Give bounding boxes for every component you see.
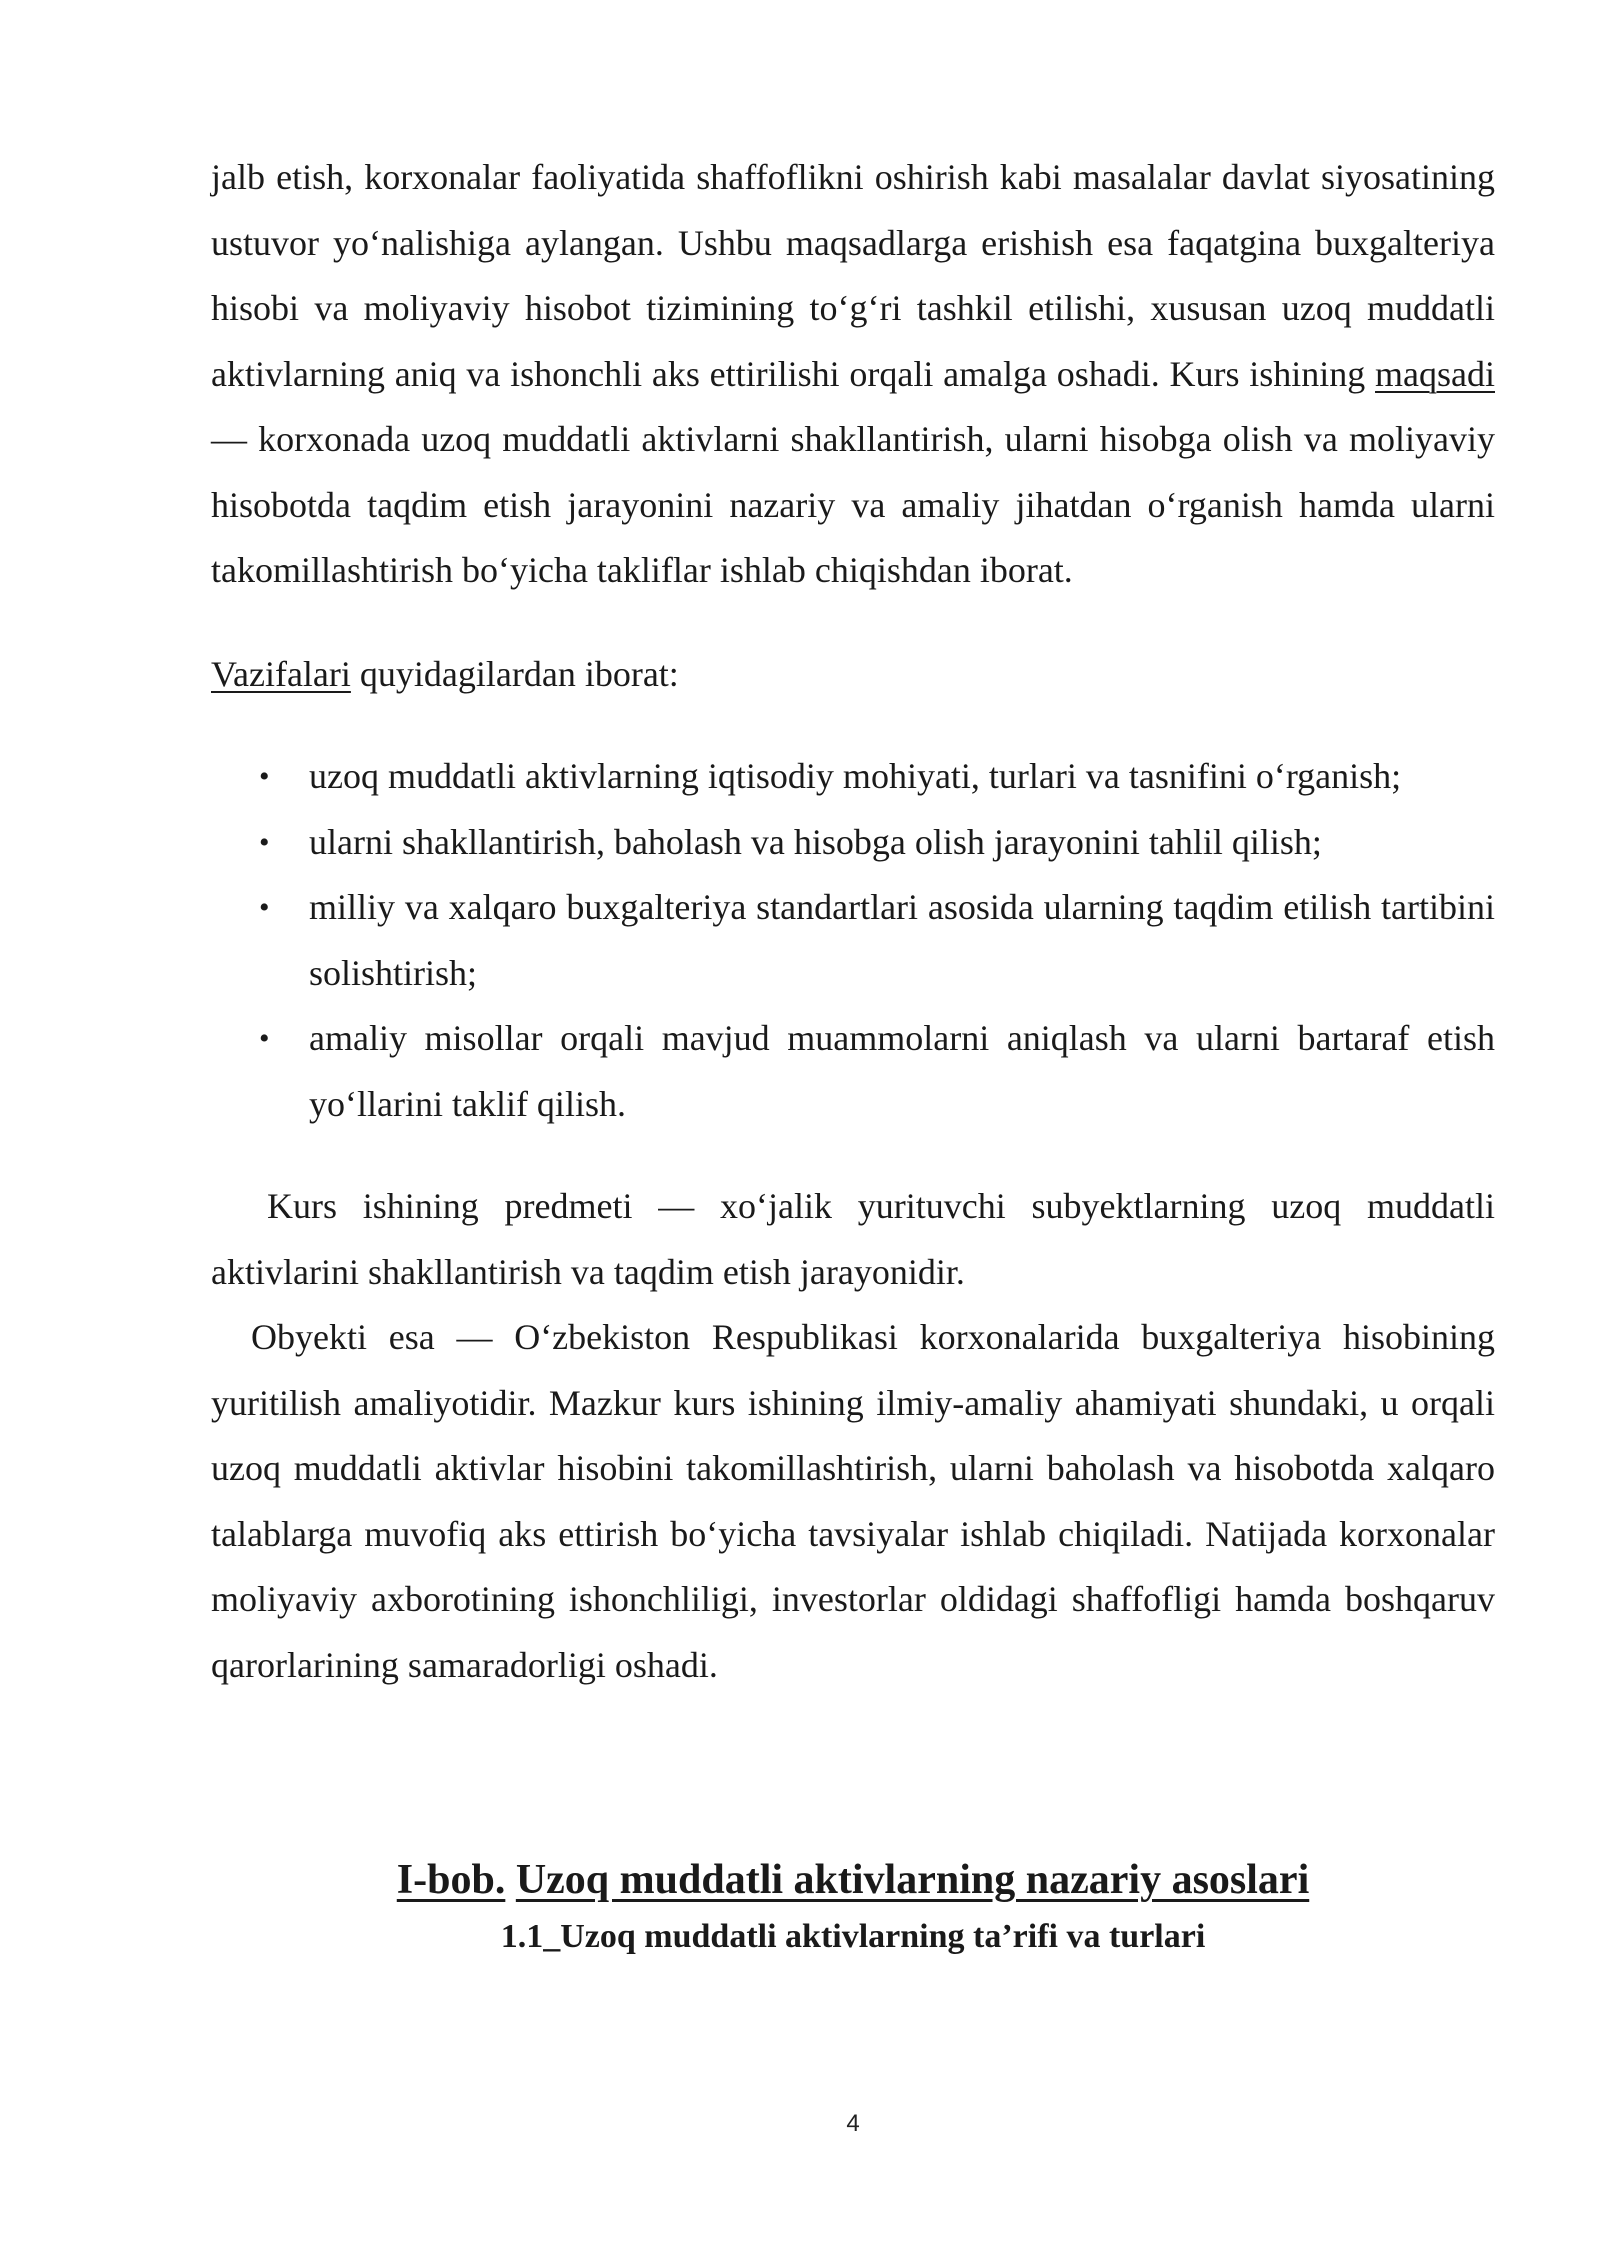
subject-paragraph: Kurs ishining predmeti — xo‘jalik yurituvchi subyektlarning uzoq muddatli aktivlarini shakllantirish va taqdim etish jarayonidir. <box>211 1186 1495 1292</box>
section-heading <box>211 1909 1495 1965</box>
list-item-text: amaliy misollar orqali mavjud muammolarni aniqlash va ularni bartaraf etish yo‘llarini taklif qilish. <box>309 1018 1495 1124</box>
list-item <box>211 875 1495 1006</box>
intro-text-before: jalb etish, korxonalar faoliyatida shaffoflikni oshirish kabi masalalar davlat siyosatining ustuvor yo‘nalishiga aylangan. Ushbu maqsadlarga erishish esa faqatgina buxgalteriya hisobi va moliyaviy hisobot tizimining to‘g‘ri tashkil etilishi, xususan uzoq muddatli aktivlarning aniq va ishonchli aks ettirilishi orqali amalga oshadi. Kurs ishining <box>211 157 1495 394</box>
bullet-icon: • <box>259 891 270 924</box>
section-title: Uzoq muddatli aktivlarning ta’rifi va turlari <box>560 1918 1206 1955</box>
goal-term: maqsadi <box>1375 353 1495 394</box>
intro-text-after: — korxonada uzoq muddatli aktivlarni shakllantirish, ularni hisobga olish va moliyaviy hisobotda taqdim etish jarayonini nazariy va amaliy jihatdan o‘rganish hamda ularni takomillashtirish bo‘yicha takliflar ishlab chiqishdan iborat. <box>211 419 1495 590</box>
bullet-icon: • <box>259 825 270 859</box>
tasks-list <box>211 744 1495 1137</box>
list-item-text: milliy va xalqaro buxgalteriya standartlari asosida ularning taqdim etilish tartibini solishtirish; <box>309 887 1495 993</box>
tasks-term: Vazifalari <box>211 653 351 694</box>
list-item-text: uzoq muddatli aktivlarning iqtisodiy mohiyati, turlari va tasnifini o‘rganish; <box>309 756 1402 796</box>
section-number: 1.1 <box>500 1918 544 1955</box>
tasks-heading <box>211 642 1495 708</box>
page-number: 4 <box>846 2110 860 2137</box>
bullet-icon: • <box>259 760 270 793</box>
chapter-heading <box>211 1851 1495 1909</box>
list-item <box>211 1006 1495 1137</box>
list-item-text: ularni shakllantirish, baholash va hisobga olish jarayonini tahlil qilish; <box>309 821 1322 862</box>
document-page <box>211 145 1495 1965</box>
section-separator: _ <box>543 1918 561 1955</box>
chapter-label: I-bob. <box>396 1857 506 1903</box>
object-paragraph: Obyekti esa — O‘zbekiston Respublikasi korxonalarida buxgalteriya hisobining yuritilish amaliyotidir. Mazkur kurs ishining ilmiy-amaliy ahamiyati shundaki, u orqali uzoq muddatli aktivlar hisobini takomillashtirish, ularni baholash va hisobotda xalqaro talablarga muvofiq aks ettirish bo‘yicha tavsiyalar ishlab chiqiladi. Natijada korxonalar moliyaviy axborotining ishonchliligi, investorlar oldidagi shaffofligi hamda boshqaruv qarorlarining samaradorligi oshadi. <box>211 1317 1495 1685</box>
list-item <box>211 810 1495 876</box>
list-item <box>211 744 1495 810</box>
chapter-title: Uzoq muddatli aktivlarning nazariy asoslari <box>515 1857 1310 1903</box>
tasks-heading-rest: quyidagilardan iborat: <box>350 653 679 694</box>
bullet-icon: • <box>259 1022 270 1055</box>
intro-paragraph <box>211 145 1495 604</box>
